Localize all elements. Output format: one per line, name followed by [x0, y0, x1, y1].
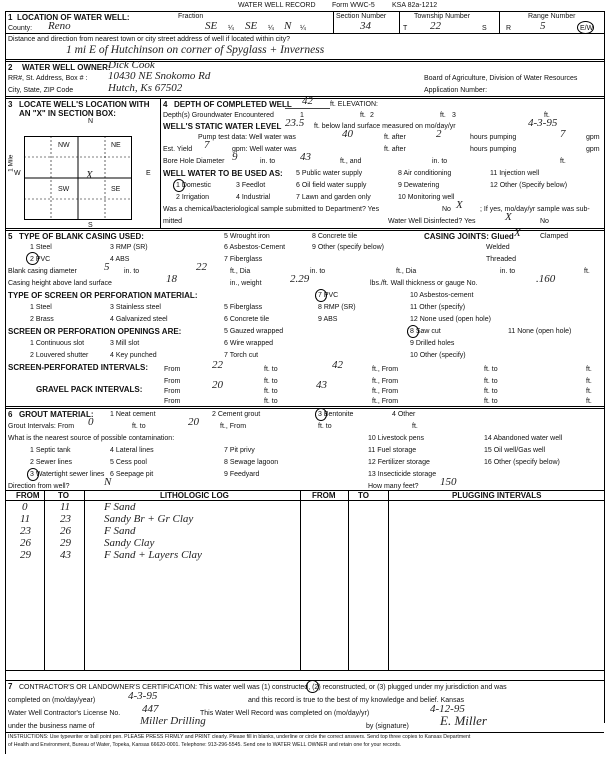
screen-steel[interactable]: 1 Steel	[30, 304, 52, 311]
log-row-3-to: 26	[60, 525, 71, 537]
casing-diameter[interactable]: 5	[104, 261, 110, 273]
perf-to[interactable]: 42	[332, 359, 343, 371]
section-6-number: 6	[8, 410, 13, 419]
log-row-1-desc: F Sand	[104, 501, 136, 513]
screen-brass[interactable]: 2 Brass	[30, 316, 54, 323]
gravel-ft-to-3: ft. to	[264, 398, 278, 405]
open-continuous[interactable]: 1 Continuous slot	[30, 340, 85, 347]
log-row-3-desc: F Sand	[104, 525, 136, 537]
open-louvered[interactable]: 2 Louvered shutter	[30, 352, 89, 359]
diameter-label: Blank casing diameter	[8, 268, 77, 275]
section-box[interactable]	[24, 136, 132, 220]
grout-label: GROUT MATERIAL:	[19, 410, 94, 419]
log-row-5-desc: F Sand + Layers Clay	[104, 549, 202, 561]
section-3-label: LOCATE WELL'S LOCATION WITH	[19, 100, 150, 109]
log-row-5-to: 43	[60, 549, 71, 561]
gw-ft-3: ft.	[544, 112, 550, 119]
src-lateral[interactable]: 4 Lateral lines	[110, 447, 154, 454]
use-irrigation[interactable]: 2 Irrigation	[176, 194, 210, 201]
r-label: R	[506, 25, 512, 32]
src-seepage[interactable]: 6 Seepage pit	[110, 471, 154, 478]
gravel-to[interactable]: 43	[316, 379, 327, 391]
perf-ft-from-2: ft., From	[372, 378, 399, 385]
src-septic[interactable]: 1 Septic tank	[30, 447, 71, 454]
perf-ft-to-2: ft. to	[484, 366, 498, 373]
chem-label: Was a chemical/bacteriological sample submitted to Department? Yes	[163, 206, 380, 213]
grout-neat[interactable]: 1 Neat cement	[110, 411, 156, 418]
address-label: RR#, St. Address, Box # :	[8, 75, 88, 82]
col-plugging: PLUGGING INTERVALS	[452, 491, 542, 500]
section-2-label: WATER WELL OWNER:	[22, 63, 111, 72]
log-row-4-to: 29	[60, 537, 71, 549]
col-to: TO	[58, 491, 69, 500]
how-many-value[interactable]: 150	[440, 476, 457, 488]
gravel-ft-to: ft. to	[264, 388, 278, 395]
log-row-1-to: 11	[60, 501, 71, 513]
well-location-mark[interactable]: X	[86, 169, 93, 181]
gravel-ft-2: ft.	[586, 398, 592, 405]
depth-label: DEPTH OF COMPLETED WELL	[174, 100, 292, 109]
col-from-2: FROM	[312, 491, 336, 500]
signature-label: by (signature)	[366, 723, 409, 730]
compass-w: W	[14, 170, 21, 177]
casing-depth[interactable]: 22	[196, 261, 207, 273]
gravel-ft: ft.	[586, 388, 592, 395]
bore-ft-and: ft., and	[340, 158, 362, 165]
static-date[interactable]: 4-3-95	[528, 117, 558, 129]
use-feedlot[interactable]: 3 Feedlot	[236, 182, 266, 189]
range-label: Range Number	[528, 13, 576, 20]
src-fertilizer[interactable]: 12 Fertilizer storage	[368, 459, 430, 466]
casing-other[interactable]: 9 Other (specify below)	[312, 244, 384, 251]
screen-galvanized[interactable]: 4 Galvanized steel	[110, 316, 168, 323]
casing-concrete[interactable]: 8 Concrete tile	[312, 233, 358, 240]
section-3-number: 3	[8, 100, 13, 109]
open-gauzed[interactable]: 5 Gauzed wrapped	[224, 328, 284, 335]
log-row-2-desc: Sandy Br + Gr Clay	[104, 513, 194, 525]
static-tail: ft. below land surface measured on mo/day/yr	[314, 123, 456, 130]
bore-in-to-2: in. to	[432, 158, 448, 165]
application-label: Application Number:	[424, 87, 488, 94]
screen-other[interactable]: 11 Other (specify)	[410, 304, 466, 311]
pump-drawdown[interactable]: 40	[342, 128, 353, 140]
perf-intervals-label: SCREEN-PERFORATED INTERVALS:	[8, 363, 149, 372]
use-air[interactable]: 8 Air conditioning	[398, 170, 452, 177]
grout-ft-to: ft. to	[132, 423, 146, 430]
section-number-label: Section Number	[336, 13, 387, 20]
casing-asbestos[interactable]: 6 Asbestos-Cement	[224, 244, 286, 251]
col-from: FROM	[16, 491, 40, 500]
owner-name[interactable]: Dick Cook	[108, 59, 155, 71]
grout-from-2: ft., From	[220, 423, 247, 430]
groundwater-label: Depth(s) Groundwater Encountered	[163, 112, 274, 119]
src-oilgas[interactable]: 15 Oil well/Gas well	[484, 447, 546, 454]
bore-depth[interactable]: 43	[300, 151, 311, 163]
compass-n: N	[88, 118, 94, 125]
compass-s: S	[88, 222, 93, 229]
bore-ft: ft.	[560, 158, 566, 165]
open-torch[interactable]: 7 Torch cut	[224, 352, 259, 359]
license-label: Water Well Contractor's License No.	[8, 710, 121, 717]
pump-gpm[interactable]: 7	[560, 128, 566, 140]
log-row-5-from: 29	[20, 549, 31, 561]
pump-hours-label: hours pumping	[470, 134, 517, 141]
screen-stainless[interactable]: 3 Stainless steel	[110, 304, 161, 311]
certification-text: CONTRACTOR'S OR LANDOWNER'S CERTIFICATION: This water well was (1) constructed, (2) reconstructed, or (3) plugged under my jurisdiction and was	[19, 684, 507, 691]
quad-ne: NE	[111, 142, 121, 149]
board-label: Board of Agriculture, Division of Water Resources	[424, 75, 578, 82]
perf-from[interactable]: 22	[212, 359, 223, 371]
use-lawn[interactable]: 7 Lawn and garden only	[296, 194, 371, 201]
gauge-value[interactable]: .160	[536, 273, 556, 285]
src-livestock[interactable]: 10 Livestock pens	[368, 435, 425, 442]
grout-ft-to-2: ft. to	[318, 423, 332, 430]
yield-after: ft. after	[384, 146, 406, 153]
instructions-2: of Health and Environment, Bureau of Water, Topeka, Kansas 66620-0001. Telephone: 913-296-5545. Send one to WATER WELL OWNER and retain one for your records.	[8, 742, 402, 748]
open-key[interactable]: 4 Key punched	[110, 352, 157, 359]
gravel-ft-from: ft., From	[372, 388, 399, 395]
log-row-2-from: 11	[20, 513, 31, 525]
perf-from-label: From	[164, 366, 181, 373]
src-fuel[interactable]: 11 Fuel storage	[368, 447, 417, 454]
joints-label: CASING JOINTS: Glued	[424, 232, 514, 241]
city-label: City, State, ZIP Code	[8, 87, 74, 94]
screen-fiberglass[interactable]: 5 Fiberglass	[224, 304, 263, 311]
disinfected-yes-mark[interactable]: X	[505, 211, 512, 223]
static-level-label: WELL'S STATIC WATER LEVEL	[163, 122, 282, 131]
owner-city[interactable]: Hutch, Ks 67502	[108, 82, 183, 94]
casing-steel[interactable]: 1 Steel	[30, 244, 52, 251]
gravel-from-label: From	[164, 388, 181, 395]
casing-height[interactable]: 18	[166, 273, 177, 285]
diameter-in-to-2: in. to	[310, 268, 326, 275]
log-row-4-desc: Sandy Clay	[104, 537, 155, 549]
chem-tail: ; If yes, mo/day/yr sample was sub-	[480, 206, 590, 213]
src-cesspool[interactable]: 5 Cess pool	[110, 459, 147, 466]
diameter-in-to: in. to	[124, 268, 140, 275]
quarter-mark-3: ¼	[300, 25, 306, 32]
quarter-mark-2: ¼	[268, 25, 274, 32]
mitted: mitted	[163, 218, 183, 225]
east-west: E/W	[580, 25, 594, 32]
gravel-label: GRAVEL PACK INTERVALS:	[36, 385, 143, 394]
business-name[interactable]: Miller Drilling	[140, 715, 206, 727]
screen-asbestos[interactable]: 10 Asbestos-cement	[410, 292, 474, 299]
screen-none[interactable]: 12 None used (open hole)	[410, 316, 491, 323]
fraction-1[interactable]: SE	[205, 20, 218, 32]
gravel-ft-to-4: ft. to	[484, 398, 498, 405]
grout-bentonite[interactable]: 3 Bentonite	[318, 411, 354, 418]
gravel-from[interactable]: 20	[212, 379, 223, 391]
quad-sw: SW	[58, 186, 70, 193]
use-other[interactable]: 12 Other (Specify below)	[490, 182, 568, 189]
use-public[interactable]: 5 Public water supply	[296, 170, 363, 177]
openings-label: SCREEN OR PERFORATION OPENINGS ARE:	[8, 327, 182, 336]
chem-no-mark[interactable]: X	[456, 199, 463, 211]
fraction-label: Fraction	[178, 13, 204, 20]
chem-no: No	[442, 206, 451, 213]
quad-nw: NW	[58, 142, 70, 149]
grout-cement[interactable]: 2 Cement grout	[212, 411, 261, 418]
perf-ft-to-3: ft. to	[264, 378, 278, 385]
gw-3: 3	[452, 112, 456, 119]
range-number[interactable]: 5	[540, 20, 546, 32]
use-industrial[interactable]: 4 Industrial	[236, 194, 271, 201]
casing-weight[interactable]: 2.29	[290, 273, 310, 285]
grout-ft: ft.	[412, 423, 418, 430]
record-label: This Water Well Record was completed on (mo/day/yr)	[200, 710, 370, 717]
joints-glued-mark[interactable]: X	[514, 227, 521, 239]
open-drilled[interactable]: 9 Drilled holes	[410, 340, 455, 347]
perf-ft-2: ft.	[586, 378, 592, 385]
license-number[interactable]: 447	[142, 703, 159, 715]
section-1-label: LOCATION OF WATER WELL:	[17, 13, 130, 22]
col-to-2: TO	[358, 491, 369, 500]
use-monitoring[interactable]: 10 Monitoring well	[398, 194, 455, 201]
weight-label: in., weight	[230, 280, 262, 287]
log-row-2-to: 23	[60, 513, 71, 525]
screen-rmp[interactable]: 8 RMP (SR)	[318, 304, 356, 311]
form-title: WATER WELL RECORD	[238, 2, 316, 9]
src-feedyard[interactable]: 9 Feedyard	[224, 471, 260, 478]
fraction-2[interactable]: SE	[245, 20, 258, 32]
casing-wrought[interactable]: 5 Wrought iron	[224, 233, 270, 240]
col-lithologic: LITHOLOGIC LOG	[160, 491, 229, 500]
section-4-number: 4	[163, 100, 168, 109]
src-watertight[interactable]: 3 Watertight sewer lines	[30, 471, 105, 478]
yield-label: Est. Yield	[163, 146, 193, 153]
perf-ft-from: ft., From	[372, 366, 399, 373]
src-abandoned[interactable]: 14 Abandoned water well	[484, 435, 563, 442]
disinfected-no: No	[540, 218, 549, 225]
gw-1: 1	[300, 112, 304, 119]
gw-ft-2: ft.	[440, 112, 446, 119]
yield-gpm: gpm	[586, 146, 600, 153]
true-text: and this record is true to the best of my knowledge and belief. Kansas	[248, 697, 464, 704]
static-level[interactable]: 23.5	[285, 117, 305, 129]
grout-to[interactable]: 20	[188, 416, 199, 428]
grout-other[interactable]: 4 Other	[392, 411, 416, 418]
use-dewatering[interactable]: 9 Dewatering	[398, 182, 440, 189]
diameter-in-to-3: in. to	[500, 268, 516, 275]
casing-pvc[interactable]: 2 PVC	[30, 256, 51, 263]
screen-label: TYPE OF SCREEN OR PERFORATION MATERIAL:	[8, 291, 198, 300]
screen-concrete[interactable]: 6 Concrete tile	[224, 316, 270, 323]
section-2-number: 2	[8, 63, 13, 72]
completed-date[interactable]: 4-3-95	[128, 690, 158, 702]
use-oilfield[interactable]: 6 Oil field water supply	[296, 182, 367, 189]
joints-clamped: Clamped	[540, 233, 569, 240]
gravel-from-label-2: From	[164, 398, 181, 405]
direction-label: Direction from well?	[8, 483, 70, 490]
perf-from-label-2: From	[164, 378, 181, 385]
pump-after: ft. after	[384, 134, 406, 141]
depth-value[interactable]: 42	[302, 95, 313, 107]
section-7-number: 7	[8, 682, 13, 691]
log-row-4-from: 26	[20, 537, 31, 549]
diameter-ft-end: ft.	[584, 268, 590, 275]
src-other[interactable]: 16 Other (specify below)	[484, 459, 560, 466]
disinfected-label: Water Well Disinfected? Yes	[388, 218, 476, 225]
screen-abs[interactable]: 9 ABS	[318, 316, 338, 323]
owner-address[interactable]: 10430 NE Snokomo Rd	[108, 70, 211, 82]
pump-gpm-label: gpm	[586, 134, 600, 141]
src-privy[interactable]: 7 Pit privy	[224, 447, 255, 454]
use-label: WELL WATER TO BE USED AS:	[163, 169, 283, 178]
height-label: Casing height above land surface	[8, 280, 112, 287]
gravel-ft-from-2: ft., From	[372, 398, 399, 405]
pump-hours[interactable]: 2	[436, 128, 442, 140]
section-5-number: 5	[8, 232, 13, 241]
src-sewer[interactable]: 2 Sewer lines	[30, 459, 73, 466]
pump-label: Pump test data: Well water was	[198, 134, 296, 141]
township-number[interactable]: 22	[430, 20, 441, 32]
casing-fiberglass[interactable]: 7 Fiberglass	[224, 256, 263, 263]
instructions-1: INSTRUCTIONS: Use typewriter or ball point pen. PLEASE PRESS FIRMLY and PRINT clearly. Please fill in blanks, underline or circle the correct answers. Send top three copies to Kansas Department	[8, 734, 471, 740]
open-mill[interactable]: 3 Mill slot	[110, 340, 140, 347]
gravel-ft-to-2: ft. to	[484, 388, 498, 395]
src-insecticide[interactable]: 13 Insecticide storage	[368, 471, 437, 478]
casing-abs[interactable]: 4 ABS	[110, 256, 130, 263]
screen-pvc[interactable]: 7 PVC	[318, 292, 339, 299]
grout-from[interactable]: 0	[88, 416, 94, 428]
yield-value[interactable]: 7	[204, 139, 210, 151]
source-label: What is the nearest source of possible contamination:	[8, 435, 175, 442]
section-3-label-2: AN "X" IN SECTION BOX:	[19, 109, 116, 118]
joints-threaded: Threaded	[486, 256, 516, 263]
mile-label: 1 Mile	[7, 154, 15, 172]
grout-int-label: Grout Intervals: From	[8, 423, 75, 430]
gw-2: 2	[370, 112, 374, 119]
bore-diameter[interactable]: 9	[232, 151, 238, 163]
s-label: S	[482, 25, 487, 32]
use-domestic[interactable]: 1 Domestic	[176, 182, 212, 189]
direction-value[interactable]: N	[104, 476, 112, 488]
perf-ft-to: ft. to	[264, 366, 278, 373]
open-sawcut[interactable]: 8 Saw cut	[410, 328, 441, 335]
yield-hours: hours pumping	[470, 146, 517, 153]
signature[interactable]: E. Miller	[440, 713, 487, 728]
county-label: County:	[8, 25, 33, 32]
form-number: Form WWC-5	[332, 2, 375, 9]
bore-label: Bore Hole Diameter	[163, 158, 225, 165]
quarter-mark-1: ¼	[228, 25, 234, 32]
distance-label: Distance and direction from nearest town or city street address of well if located within city?	[8, 36, 291, 43]
section-number[interactable]: 34	[360, 20, 371, 32]
township-label: Township Number	[414, 13, 471, 20]
record-date[interactable]: 4-12-95	[430, 703, 465, 715]
joints-welded: Welded	[486, 244, 510, 251]
open-wire[interactable]: 6 Wire wrapped	[224, 340, 274, 347]
open-none[interactable]: 11 None (open hole)	[508, 328, 572, 335]
open-other[interactable]: 10 Other (specify)	[410, 352, 466, 359]
src-lagoon[interactable]: 8 Sewage lagoon	[224, 459, 279, 466]
how-many-label: How many feet?	[368, 483, 419, 490]
quad-se: SE	[111, 186, 121, 193]
use-injection[interactable]: 11 Injection well	[490, 170, 540, 177]
fraction-3[interactable]: N	[284, 20, 292, 32]
compass-e: E	[146, 170, 151, 177]
log-row-3-from: 23	[20, 525, 31, 537]
gw-ft-1: ft.	[360, 112, 366, 119]
casing-rmp[interactable]: 3 RMP (SR)	[110, 244, 148, 251]
ksa-ref: KSA 82a-1212	[392, 2, 438, 9]
section-1-number: 1	[8, 13, 13, 22]
business-label: under the business name of	[8, 723, 95, 730]
perf-ft-to-4: ft. to	[484, 378, 498, 385]
elevation-label: ft. ELEVATION:	[330, 101, 378, 108]
log-row-1-from: 0	[22, 501, 28, 513]
county-value[interactable]: Reno	[48, 20, 71, 32]
completed-label: completed on (mo/day/year)	[8, 697, 96, 704]
gauge-label: lbs./ft. Wall thickness or gauge No.	[370, 280, 478, 287]
diameter-ft-dia-2: ft., Dia	[396, 268, 417, 275]
casing-label: TYPE OF BLANK CASING USED:	[19, 232, 144, 241]
distance-value[interactable]: 1 mi E of Hutchinson on corner of Spyglass + Inverness	[66, 44, 325, 56]
yield-tail: gpm: Well water was	[232, 146, 297, 153]
bore-in-to: in. to	[260, 158, 276, 165]
perf-ft: ft.	[586, 366, 592, 373]
t-label: T	[403, 25, 408, 32]
diameter-ft-dia: ft., Dia	[230, 268, 251, 275]
